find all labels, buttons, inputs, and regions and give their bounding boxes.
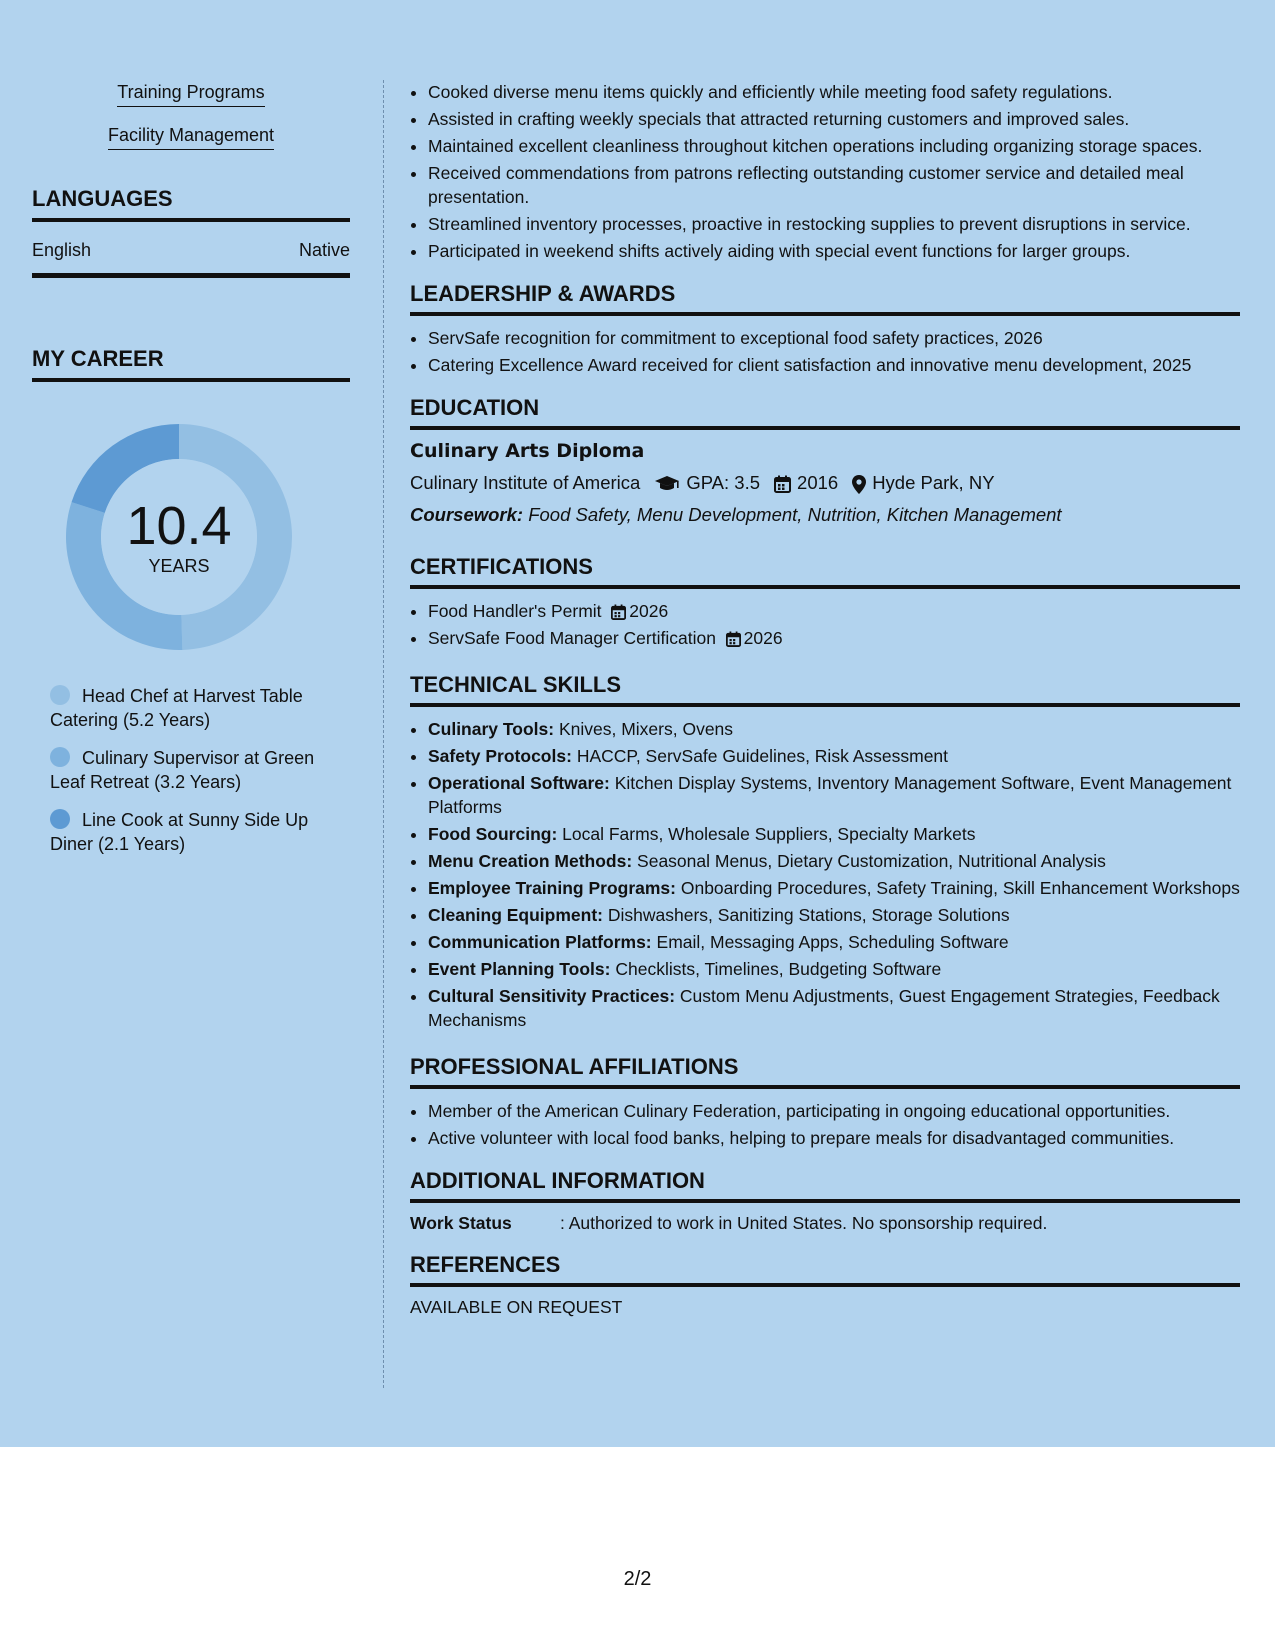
education-coursework: Coursework: Food Safety, Menu Development, Nutrition, Kitchen Management: [410, 504, 1062, 525]
column-divider: [383, 80, 384, 1388]
career-total-years: 10.4: [126, 495, 232, 556]
list-item: • Communication Platforms: Email, Messaging Apps, Scheduling Software: [428, 930, 1240, 954]
location-group: [852, 472, 994, 494]
calendar-icon: [726, 631, 741, 647]
legend-dot: [50, 685, 70, 705]
list-item: • Received commendations from patrons reflecting outstanding customer service and detailed meal presentation.: [428, 161, 1240, 209]
career-legend: [32, 684, 350, 856]
legend-dot: [50, 747, 70, 767]
list-item: • Cultural Sensitivity Practices: Custom Menu Adjustments, Guest Engagement Strategies, Feedback Mechanisms: [428, 984, 1240, 1032]
gpa-group: [654, 472, 760, 494]
language-name: English: [32, 240, 92, 260]
education-year: 2016: [797, 472, 839, 493]
list-item: • Active volunteer with local food banks, helping to prepare meals for disadvantaged communities.: [428, 1126, 1240, 1150]
year-group: [774, 472, 838, 494]
experience-bullets: [410, 80, 1240, 263]
education-degree: Culinary Arts Diploma: [410, 440, 645, 462]
work-status-row: [410, 1213, 1240, 1234]
left-link-training[interactable]: Training Programs: [32, 82, 350, 107]
list-item: • Maintained excellent cleanliness throughout kitchen operations including organizing storage spaces.: [428, 134, 1240, 158]
graduation-cap-icon: [654, 475, 680, 493]
list-item: • Cooked diverse menu items quickly and efficiently while meeting food safety regulations.: [428, 80, 1240, 104]
list-item: • Culinary Tools: Knives, Mixers, Ovens: [428, 717, 1240, 741]
work-status-label: Work Status: [410, 1213, 512, 1233]
list-item: • Event Planning Tools: Checklists, Timelines, Budgeting Software: [428, 957, 1240, 981]
donut-center: [66, 424, 292, 650]
education-details: [410, 472, 1240, 494]
list-item: • Food Sourcing: Local Farms, Wholesale Suppliers, Specialty Markets: [428, 822, 1240, 846]
skills-list: [410, 717, 1240, 1032]
education-heading: EDUCATION: [410, 395, 1240, 430]
list-item: • Menu Creation Methods: Seasonal Menus, Dietary Customization, Nutritional Analysis: [428, 849, 1240, 873]
education-location: Hyde Park, NY: [872, 472, 995, 493]
certifications-list: [410, 599, 1240, 650]
work-status-value: : Authorized to work in United States. No sponsorship required.: [560, 1213, 1048, 1233]
affiliations-list: [410, 1099, 1240, 1150]
page-number: 2/2: [623, 1568, 652, 1590]
calendar-icon: [774, 475, 791, 493]
list-item: • Assisted in crafting weekly specials that attracted returning customers and improved sales.: [428, 107, 1240, 131]
language-level: Native: [298, 240, 350, 260]
list-item: • Streamlined inventory processes, proactive in restocking supplies to prevent disruptions in service.: [428, 212, 1240, 236]
list-item: • Participated in weekend shifts actively aiding with special event functions for larger groups.: [428, 239, 1240, 263]
legend-item-line-cook: Line Cook at Sunny Side Up Diner (2.1 Years): [50, 810, 309, 854]
references-heading: REFERENCES: [410, 1252, 1240, 1287]
language-row: [32, 222, 350, 278]
legend-item-supervisor: Culinary Supervisor at Green Leaf Retreat (3.2 Years): [50, 748, 315, 792]
list-item: • Employee Training Programs: Onboarding Procedures, Safety Training, Skill Enhancement Workshops: [428, 876, 1240, 900]
list-item: • Member of the American Culinary Federation, participating in ongoing educational opportunities.: [428, 1099, 1240, 1123]
languages-heading: LANGUAGES: [32, 186, 350, 222]
list-item: • Catering Excellence Award received for client satisfaction and innovative menu development, 2025: [428, 353, 1240, 377]
legend-dot: [50, 809, 70, 829]
career-total-unit: YEARS: [148, 555, 210, 576]
additional-heading: ADDITIONAL INFORMATION: [410, 1168, 1240, 1203]
list-item: • Safety Protocols: HACCP, ServSafe Guidelines, Risk Assessment: [428, 744, 1240, 768]
right-column: [410, 80, 1240, 1318]
career-donut-chart: [66, 424, 292, 650]
map-pin-icon: [852, 475, 866, 494]
list-item: • ServSafe recognition for commitment to exceptional food safety practices, 2026: [428, 326, 1240, 350]
calendar-icon: [611, 604, 626, 620]
legend-item-head-chef: Head Chef at Harvest Table Catering (5.2 Years): [50, 686, 303, 730]
leadership-list: [410, 326, 1240, 377]
list-item: • Operational Software: Kitchen Display Systems, Inventory Management Software, Event Management Platforms: [428, 771, 1240, 819]
certifications-heading: CERTIFICATIONS: [410, 554, 1240, 589]
skills-heading: TECHNICAL SKILLS: [410, 672, 1240, 707]
list-item: • ServSafe Food Manager Certification 2026: [428, 626, 1240, 650]
education-school: Culinary Institute of America: [410, 472, 641, 493]
affiliations-heading: PROFESSIONAL AFFILIATIONS: [410, 1054, 1240, 1089]
career-heading: MY CAREER: [32, 346, 350, 382]
left-link-facility[interactable]: Facility Management: [32, 125, 350, 150]
list-item: • Food Handler's Permit 2026: [428, 599, 1240, 623]
leadership-heading: LEADERSHIP & AWARDS: [410, 281, 1240, 316]
education-gpa: GPA: 3.5: [686, 472, 761, 493]
left-column: [32, 82, 350, 870]
list-item: • Cleaning Equipment: Dishwashers, Sanitizing Stations, Storage Solutions: [428, 903, 1240, 927]
references-text: AVAILABLE ON REQUEST: [410, 1297, 623, 1317]
